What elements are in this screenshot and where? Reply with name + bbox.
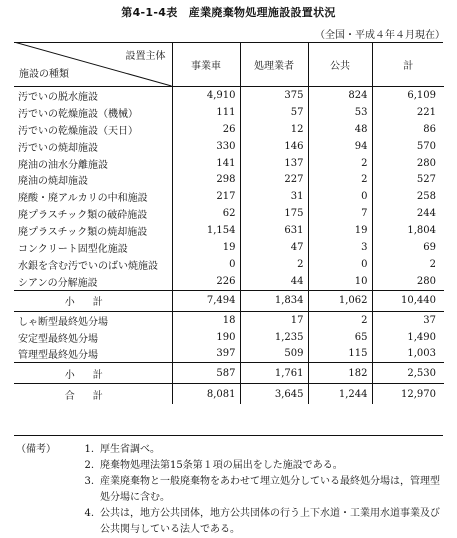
table-row: [14, 311, 444, 328]
table-cell: 1,804: [407, 225, 436, 237]
table-cell: 509: [240, 345, 308, 362]
table-cell: 631: [240, 222, 308, 239]
table-cell: 3,645: [240, 384, 308, 405]
table-cell: 226: [172, 273, 240, 290]
table-cell: 57: [240, 104, 308, 121]
table-cell: 570: [416, 140, 436, 152]
subtotal-row-2: [14, 363, 444, 384]
table-cell: 44: [240, 273, 308, 290]
note-text: 公共は，地方公共団体，地方公共団体の行う上下水道・工業用水道事業及び公共関与している法人である。: [100, 508, 440, 535]
table-cell: 2: [429, 258, 436, 270]
table-cell: 397: [172, 345, 240, 362]
table-cell: 26: [172, 121, 240, 138]
table-cell: 47: [240, 239, 308, 256]
table-cell: 1,761: [240, 363, 308, 384]
table-cell: 0: [172, 256, 240, 273]
table-cell: 280: [416, 157, 436, 169]
table-cell: 137: [240, 155, 308, 172]
table-cell: 19: [172, 239, 240, 256]
table-cell: 69: [423, 241, 436, 253]
note-number: 2.: [84, 460, 94, 471]
table-title: 第4-1-4表 産業廃棄物処理施設設置状況: [121, 6, 336, 19]
table-cell: 8,081: [172, 384, 240, 405]
total-row: [14, 384, 444, 405]
table-cell: 824: [308, 87, 372, 104]
table-cell: 48: [308, 121, 372, 138]
table-cell: 221: [416, 106, 436, 118]
notes-key: （備考）: [16, 444, 56, 455]
row-label: 廃油の油水分離施設: [14, 155, 172, 172]
row-label: しゃ断型最終処分場: [14, 311, 172, 328]
table-row: [14, 205, 444, 222]
subtotal-label: 小計: [14, 290, 172, 311]
table-cell: 6,109: [407, 89, 436, 101]
table-cell: 190: [172, 329, 240, 346]
table-cell: 1,154: [172, 222, 240, 239]
table-cell: 10: [308, 273, 372, 290]
table-cell: 2: [308, 171, 372, 188]
table-cell: 65: [308, 329, 372, 346]
table-cell: 94: [308, 138, 372, 155]
row-label: コンクリート固型化施設: [14, 239, 172, 256]
note-item: [16, 474, 446, 506]
total-label: 合計: [14, 384, 172, 405]
table-cell: 587: [172, 363, 240, 384]
table-cell: 18: [172, 311, 240, 328]
table-cell: 2: [308, 155, 372, 172]
note-number: 1.: [84, 444, 94, 455]
table-cell: 244: [416, 208, 436, 220]
row-label: 汚でいの乾燥施設（機械）: [14, 104, 172, 121]
table-cell: 7: [308, 205, 372, 222]
table-cell: 37: [423, 314, 436, 326]
table-cell: 3: [308, 239, 372, 256]
table-cell: 146: [240, 138, 308, 155]
note-number: 4.: [84, 508, 94, 519]
row-label: 水銀を含む汚でいのばい焼施設: [14, 256, 172, 273]
note-item: [16, 458, 446, 474]
subtotal-row-1: [14, 290, 444, 311]
table-cell: 1,244: [308, 384, 372, 405]
header-row: [14, 42, 444, 87]
table-cell: 330: [172, 138, 240, 155]
table-cell: 62: [172, 205, 240, 222]
table-cell: 19: [308, 222, 372, 239]
table-cell: 182: [308, 363, 372, 384]
table-row: [14, 239, 444, 256]
row-label: 汚でいの脱水施設: [14, 87, 172, 104]
table-cell: 175: [240, 205, 308, 222]
subtotal-label: 小計: [14, 363, 172, 384]
row-label: 廃酸・廃アルカリの中和施設: [14, 188, 172, 205]
table-cell: 17: [240, 311, 308, 328]
corner-top-label: 設置主体: [125, 51, 166, 62]
table-cell: 1,235: [240, 329, 308, 346]
facility-table: [14, 42, 444, 404]
table-row: [14, 256, 444, 273]
table-cell: 298: [172, 171, 240, 188]
table-cell: 115: [308, 345, 372, 362]
row-label: 汚でいの乾燥施設（天日）: [14, 121, 172, 138]
group2-body: [14, 311, 444, 363]
note-number: 3.: [84, 476, 94, 487]
column-header: 事業車: [172, 42, 240, 87]
row-label: 汚でいの焼却施設: [14, 138, 172, 155]
table-cell: 280: [416, 275, 436, 287]
table-cell: 4,910: [172, 87, 240, 104]
table-row: [14, 171, 444, 188]
note-item: [16, 442, 446, 458]
table-cell: 12: [240, 121, 308, 138]
row-label: 廃油の焼却施設: [14, 171, 172, 188]
column-header: 公共: [308, 42, 372, 87]
table-cell: 0: [308, 256, 372, 273]
group1-body: [14, 87, 444, 291]
row-label: 廃プラスチック類の焼却施設: [14, 222, 172, 239]
table-cell: 527: [416, 174, 436, 186]
corner-bottom-label: 施設の種類: [19, 69, 69, 80]
table-cell: 2,530: [372, 363, 444, 384]
table-cell: 12,970: [372, 384, 444, 405]
table-row: [14, 138, 444, 155]
table-row: [14, 87, 444, 104]
note-item: [16, 506, 446, 538]
table-cell: 1,490: [407, 331, 436, 343]
notes: [16, 442, 446, 538]
table-row: [14, 104, 444, 121]
note-text: 厚生省調べ。: [100, 444, 160, 455]
table-cell: 86: [423, 123, 436, 135]
table-row: [14, 273, 444, 290]
table-cell: 141: [172, 155, 240, 172]
table-cell: 375: [240, 87, 308, 104]
note-text: 廃棄物処理法第15条第１項の届出をした施設である。: [100, 460, 343, 471]
table-row: [14, 222, 444, 239]
table-cell: 227: [240, 171, 308, 188]
table-row: [14, 345, 444, 362]
table-subtitle: （全国・平成４年４月現在）: [315, 30, 445, 41]
table-row: [14, 188, 444, 205]
row-label: 安定型最終処分場: [14, 329, 172, 346]
table-cell: 1,003: [407, 348, 436, 360]
table-cell: 10,440: [372, 290, 444, 311]
table-cell: 1,834: [240, 290, 308, 311]
table-cell: 2: [240, 256, 308, 273]
column-header: 計: [372, 42, 444, 87]
table-cell: 2: [308, 311, 372, 328]
table-cell: 258: [416, 191, 436, 203]
row-label: 管理型最終処分場: [14, 345, 172, 362]
table-cell: 1,062: [308, 290, 372, 311]
note-text: 産業廃棄物と一般廃棄物をあわせて埋立処分している最終処分場は，管理型処分場に含む。: [100, 476, 440, 503]
table-cell: 0: [308, 188, 372, 205]
corner-header: [14, 42, 172, 87]
table-row: [14, 329, 444, 346]
table-cell: 31: [240, 188, 308, 205]
table-cell: 111: [172, 104, 240, 121]
row-label: シアンの分解施設: [14, 273, 172, 290]
row-label: 廃プラスチック類の破砕施設: [14, 205, 172, 222]
table-cell: 217: [172, 188, 240, 205]
table-row: [14, 121, 444, 138]
table-cell: 53: [308, 104, 372, 121]
table-cell: 7,494: [172, 290, 240, 311]
table-row: [14, 155, 444, 172]
column-header: 処理業者: [240, 42, 308, 87]
